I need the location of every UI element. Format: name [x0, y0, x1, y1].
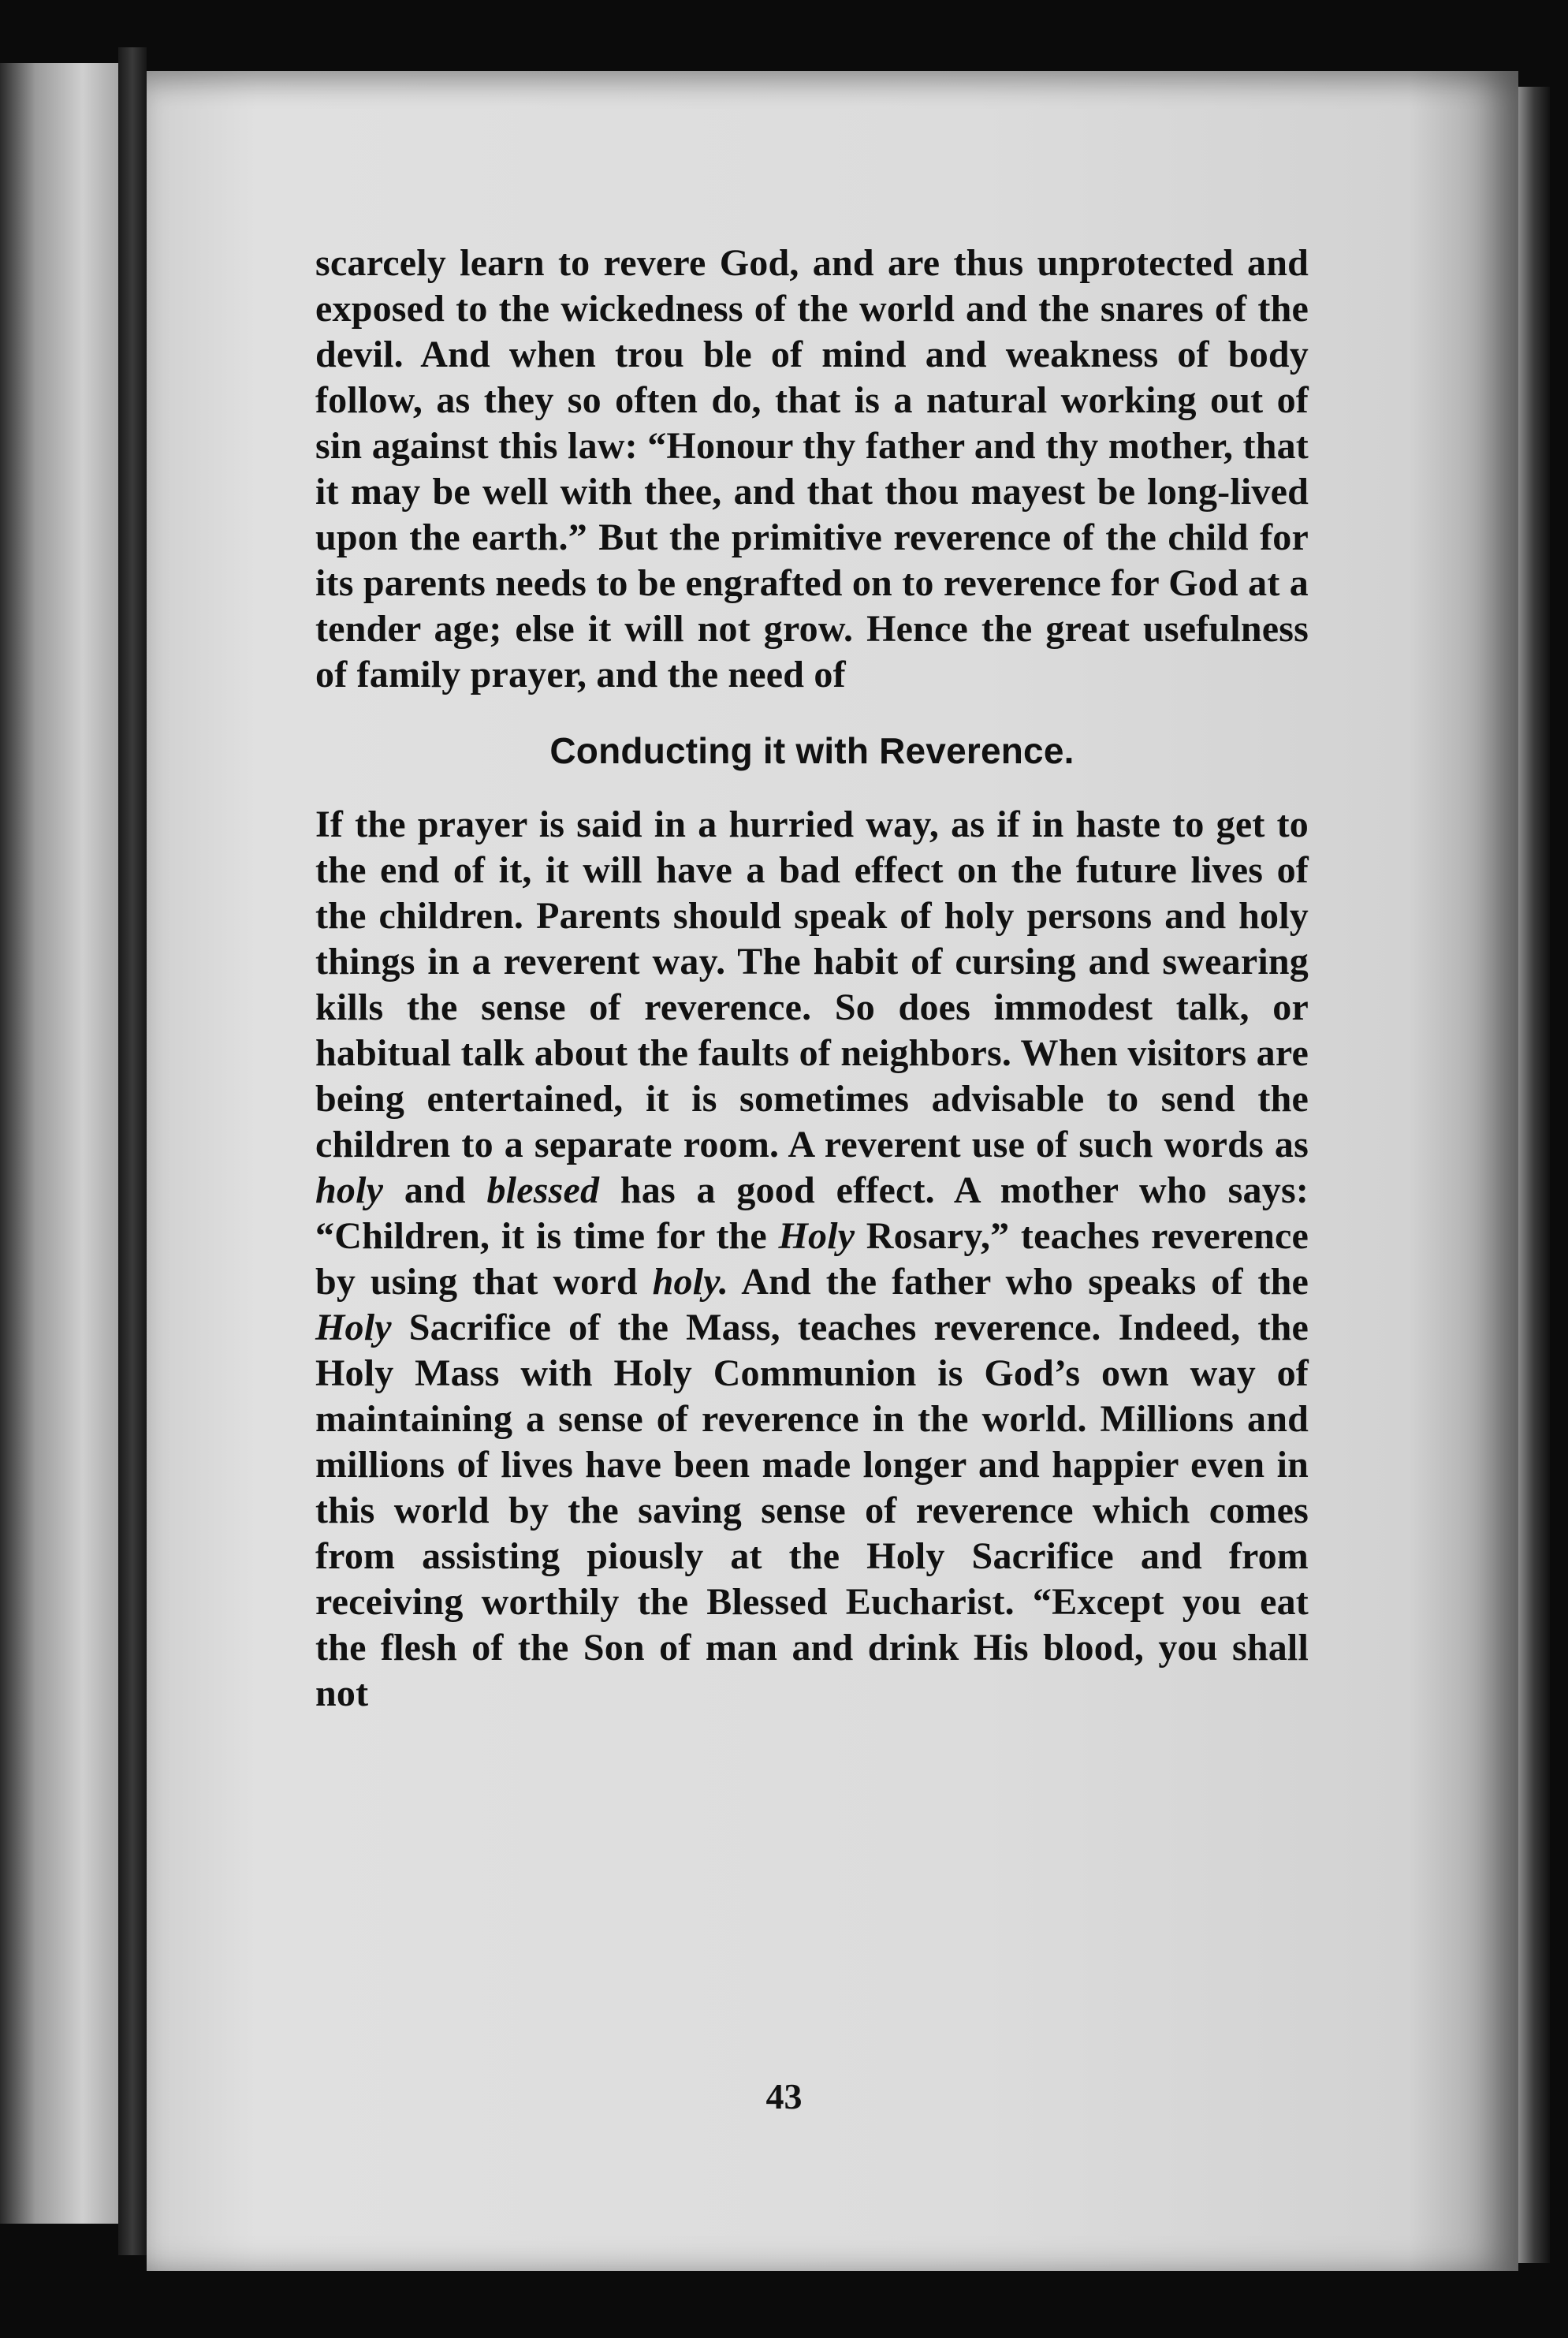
paragraph-2-text: has a good effect. A mother who says: “Children, it is time for the	[315, 1169, 1309, 1257]
paragraph-2-text: Rosary,” teaches reverence by using that word	[315, 1215, 1309, 1303]
paragraph-2-text: And the father who speaks of the	[728, 1261, 1309, 1303]
italic-word-holy: holy	[315, 1169, 384, 1211]
paragraph-2-text: If the prayer is said in a hurried way, as if in haste to get to the end of it, it will have a bad effect on the future lives of the children. Parents should speak of holy persons and holy things in a reverent way. The habit of cursing and swearing kills the sense of reverence. So does immodest talk, or habitual talk about the faults of neighbors. When visitors are being entertained, it is sometimes advisable to send the children to a separate room. A reverent use of such words as	[315, 804, 1309, 1165]
book-gutter	[118, 47, 147, 2255]
italic-word-blessed: blessed	[486, 1169, 600, 1211]
italic-word-holy: holy.	[652, 1261, 729, 1303]
italic-word-holy: Holy	[315, 1307, 392, 1348]
section-heading: Conducting it with Reverence.	[549, 730, 1075, 771]
paragraph-2-text: Sacrifice of the Mass, teaches reverence. Indeed, the Holy Mass with Holy Communion is God’s own way of maintaining a sense of reverence in the world. Millions and millions of lives have been made longer and happier even in this world by the saving sense of reverence which comes from assisting piously at the Holy Sacrifice and from receiving worthily the Blessed Eucharist. “Except you eat the flesh of the Son of man and drink His blood, you shall not	[315, 1307, 1309, 1714]
italic-word-holy: Holy	[778, 1215, 855, 1257]
page-text-block	[315, 241, 1309, 1717]
page-edge-shadow	[1518, 87, 1550, 2263]
paragraph-2	[315, 802, 1309, 1717]
page-number: 43	[765, 2076, 803, 2116]
paragraph-2-text: and	[383, 1169, 487, 1211]
paragraph-1: scarcely learn to revere God, and are thus unprotected and exposed to the wickedness of the world and the snares of the devil. And when trou ble of mind and weakness of body follow, as they so often do, that is a natural working out of sin against this law: “Honour thy father and thy mother, that it may be well with thee, and that thou mayest be long-lived upon the earth.” But the primitive reverence of the child for its parents needs to be engrafted on to reverence for God at a tender age; else it will not grow. Hence the great usefulness of family prayer, and the need of	[315, 242, 1309, 695]
previous-page-edge	[0, 63, 118, 2224]
